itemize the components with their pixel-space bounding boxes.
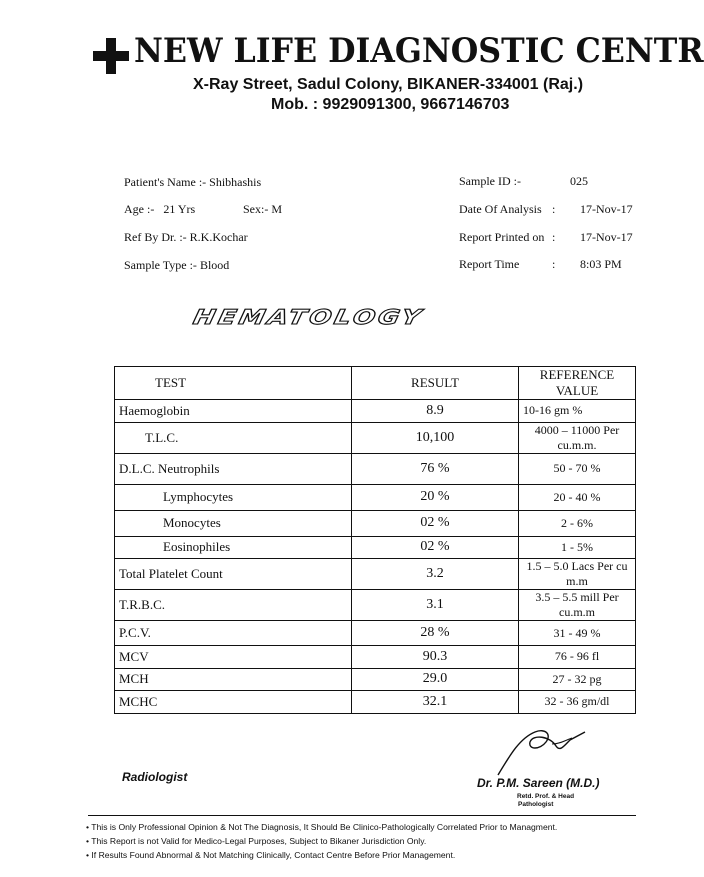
table-row	[115, 590, 636, 621]
test-name: MCHC	[115, 691, 352, 714]
cross-logo-icon	[93, 38, 129, 74]
table-row	[115, 668, 636, 691]
patient-age-label: Age :-	[124, 202, 155, 216]
patient-age-row	[124, 202, 195, 217]
test-reference: 32 - 36 gm/dl	[519, 691, 636, 714]
radiologist-label: Radiologist	[122, 770, 188, 784]
table-row	[115, 646, 636, 669]
test-result: 28 %	[352, 621, 519, 646]
table-row	[115, 453, 636, 484]
report-time-colon: :	[552, 257, 556, 271]
patient-name-row	[124, 175, 261, 190]
header-test: TEST	[115, 367, 352, 400]
patient-ref-value: R.K.Kochar	[189, 230, 248, 244]
test-name: D.L.C. Neutrophils	[115, 453, 352, 484]
bullet-icon: •	[86, 836, 90, 846]
test-result: 3.1	[352, 590, 519, 621]
table-row	[115, 400, 636, 423]
footer-note: • This is Only Professional Opinion & Not The Diagnosis, It Should Be Clinico-Pathologically Correlated Prior to Managment.	[86, 822, 558, 832]
test-reference: 1.5 – 5.0 Lacs Per cu m.m	[519, 559, 636, 590]
test-name: MCH	[115, 668, 352, 691]
patient-name-value: Shibhashis	[209, 175, 262, 189]
sample-type-row	[124, 258, 229, 273]
sample-id-value: 025	[570, 174, 588, 188]
test-reference: 76 - 96 fl	[519, 646, 636, 669]
patient-sex-label: Sex:-	[243, 202, 269, 216]
test-reference: 31 - 49 %	[519, 621, 636, 646]
bullet-icon: •	[86, 850, 90, 860]
test-reference: 1 - 5%	[519, 536, 636, 559]
patient-sex-row	[243, 202, 282, 217]
footer-note: • If Results Found Abnormal & Not Matching Clinically, Contact Centre Before Prior Management.	[86, 850, 456, 860]
test-name: Monocytes	[115, 510, 352, 536]
test-name: MCV	[115, 646, 352, 669]
table-row	[115, 510, 636, 536]
date-analysis-label: Date Of Analysis	[459, 202, 542, 216]
table-row	[115, 484, 636, 510]
test-result: 10,100	[352, 422, 519, 453]
report-printed-label: Report Printed on	[459, 230, 545, 244]
date-analysis-colon: :	[552, 202, 556, 216]
test-reference: 2 - 6%	[519, 510, 636, 536]
table-row	[115, 691, 636, 714]
test-reference: 3.5 – 5.5 mill Per cu.m.m	[519, 590, 636, 621]
report-printed-value: 17-Nov-17	[580, 230, 633, 244]
doctor-designation: Retd. Prof. & Head	[517, 793, 575, 800]
test-name: T.R.B.C.	[115, 590, 352, 621]
test-name: P.C.V.	[115, 621, 352, 646]
patient-age-value: 21 Yrs	[163, 202, 196, 216]
footer-divider	[88, 815, 636, 816]
test-result: 32.1	[352, 691, 519, 714]
report-time-label: Report Time	[459, 257, 520, 271]
date-analysis-value: 17-Nov-17	[580, 202, 633, 216]
header-result: RESULT	[352, 367, 519, 400]
test-result: 3.2	[352, 559, 519, 590]
sample-type-label: Sample Type :-	[124, 258, 197, 272]
sample-id-label: Sample ID :-	[459, 174, 521, 188]
section-title: HEMATOLOGY	[191, 306, 426, 330]
table-row	[115, 422, 636, 453]
test-result: 02 %	[352, 510, 519, 536]
test-result: 29.0	[352, 668, 519, 691]
test-reference: 20 - 40 %	[519, 484, 636, 510]
patient-ref-row	[124, 230, 248, 245]
lab-name: NEW LIFE DIAGNOSTIC CENTR	[134, 31, 704, 71]
doctor-designation-2: Pathologist	[518, 801, 554, 808]
lab-mobile: Mob. : 9929091300, 9667146703	[271, 96, 510, 113]
table-row	[115, 559, 636, 590]
header-reference: REFERENCE VALUE	[519, 367, 636, 400]
test-name: T.L.C.	[115, 422, 352, 453]
table-row	[115, 536, 636, 559]
test-name: Lymphocytes	[115, 484, 352, 510]
table-header-row	[115, 367, 636, 400]
report-time-value: 8:03 PM	[580, 257, 622, 271]
table-row	[115, 621, 636, 646]
test-name: Total Platelet Count	[115, 559, 352, 590]
test-result: 8.9	[352, 400, 519, 423]
test-reference: 50 - 70 %	[519, 453, 636, 484]
sample-type-value: Blood	[199, 258, 230, 272]
test-name: Haemoglobin	[115, 400, 352, 423]
lab-address: X-Ray Street, Sadul Colony, BIKANER-334001 (Raj.)	[193, 76, 584, 93]
patient-sex-value: M	[271, 202, 283, 216]
results-table	[114, 366, 636, 714]
test-reference: 4000 – 11000 Per cu.m.m.	[519, 422, 636, 453]
bullet-icon: •	[86, 822, 90, 832]
doctor-name: Dr. P.M. Sareen (M.D.)	[477, 776, 600, 790]
test-result: 90.3	[352, 646, 519, 669]
footer-note: • This Report is not Valid for Medico-Legal Purposes, Subject to Bikaner Jurisdiction Only.	[86, 836, 427, 846]
test-name: Eosinophiles	[115, 536, 352, 559]
test-reference: 27 - 32 pg	[519, 668, 636, 691]
test-result: 76 %	[352, 453, 519, 484]
patient-name-label: Patient's Name :-	[124, 175, 207, 189]
test-reference: 10-16 gm %	[519, 400, 636, 423]
report-printed-colon: :	[552, 230, 556, 244]
signature-icon	[490, 720, 590, 780]
test-result: 02 %	[352, 536, 519, 559]
patient-ref-label: Ref By Dr. :-	[124, 230, 187, 244]
test-result: 20 %	[352, 484, 519, 510]
